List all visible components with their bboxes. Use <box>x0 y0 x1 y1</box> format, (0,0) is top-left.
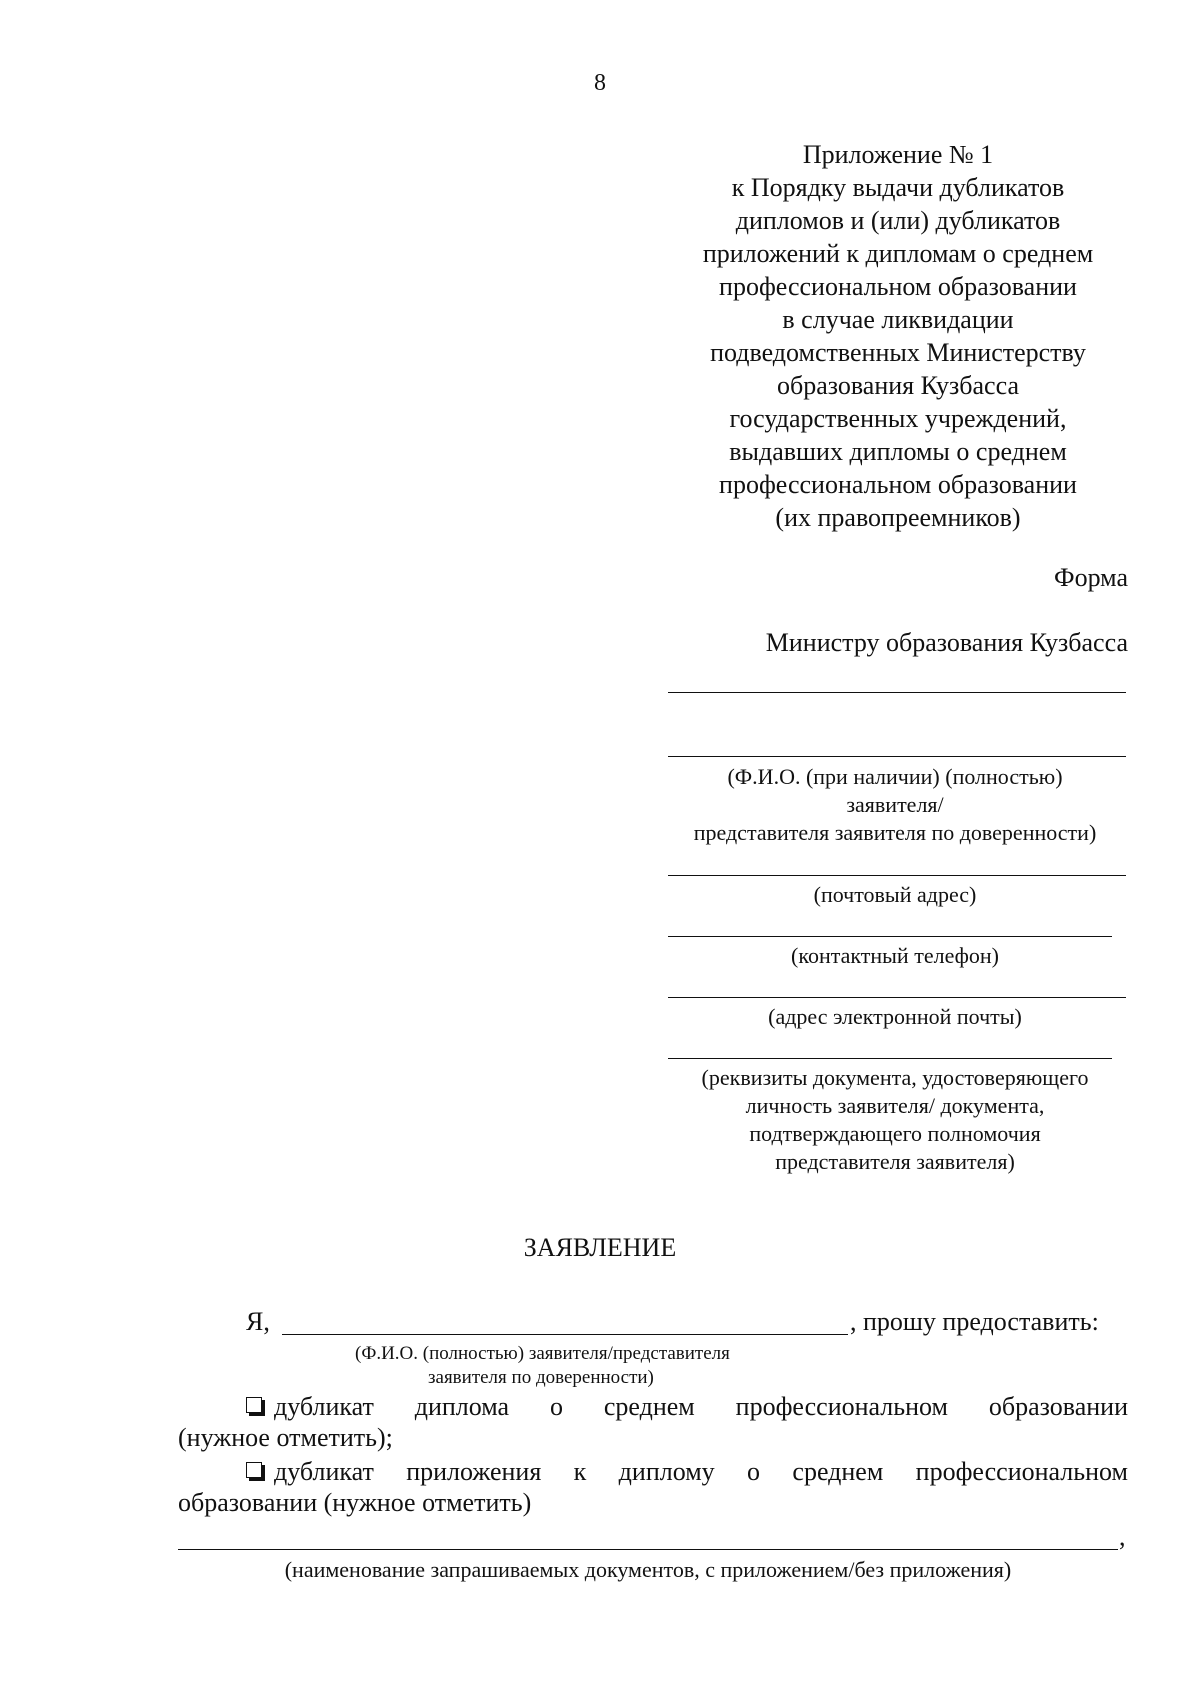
caption-line: личность заявителя/ документа, <box>745 1093 1045 1118</box>
requested-documents-caption: (наименование запрашиваемых документов, с приложением/без приложения) <box>284 1557 1012 1582</box>
appendix-line: выдавших дипломы о среднем <box>729 437 1067 466</box>
id-document-caption <box>660 1064 1130 1176</box>
appendix-line: в случае ликвидации <box>782 305 1014 334</box>
email-caption: (адрес электронной почты) <box>768 1004 1022 1029</box>
fio-caption <box>660 763 1130 847</box>
page-number: 8 <box>594 70 606 96</box>
postal-address-caption: (почтовый адрес) <box>813 882 977 907</box>
form-label: Форма <box>1054 563 1128 592</box>
caption-line: (реквизиты документа, удостоверяющего <box>701 1065 1089 1090</box>
caption-line: заявителя/ <box>846 792 944 817</box>
appendix-line: государственных учреждений, <box>729 404 1067 433</box>
intro-prefix: Я, <box>246 1307 270 1336</box>
caption-line: подтверждающего полномочия <box>749 1121 1041 1146</box>
appendix-line: Приложение № 1 <box>802 140 994 169</box>
addressee-blank-line[interactable] <box>668 692 1126 693</box>
postal-address-blank-line[interactable] <box>668 875 1126 876</box>
appendix-header <box>668 138 1128 534</box>
option-note: образовании (нужное отметить) <box>178 1488 532 1517</box>
caption-line: (Ф.И.О. (при наличии) (полностью) <box>727 764 1063 789</box>
checkbox-supplement[interactable] <box>246 1462 262 1478</box>
appendix-line: приложений к дипломам о среднем <box>702 239 1094 268</box>
option-duplicate-supplement <box>246 1457 1128 1487</box>
checkbox-diploma[interactable] <box>246 1397 262 1413</box>
requested-documents-blank-line[interactable] <box>178 1549 1118 1550</box>
phone-caption: (контактный телефон) <box>791 943 999 968</box>
option-label: дубликат приложения к диплому о среднем профессиональном <box>274 1457 1128 1486</box>
appendix-line: (их правопреемников) <box>775 503 1021 532</box>
appendix-line: образования Кузбасса <box>776 371 1019 400</box>
option-note: (нужное отметить); <box>178 1423 393 1452</box>
caption-line: представителя заявителя по доверенности) <box>693 820 1097 845</box>
appendix-line: профессиональном образовании <box>719 272 1077 301</box>
phone-blank-line[interactable] <box>668 936 1112 937</box>
addressee: Министру образования Кузбасса <box>765 628 1128 657</box>
appendix-line: профессиональном образовании <box>719 470 1077 499</box>
intro-suffix: , прошу предоставить: <box>850 1307 1099 1336</box>
intro-caption-line: (Ф.И.О. (полностью) заявителя/представителя <box>355 1343 730 1364</box>
appendix-line: дипломов и (или) дубликатов <box>735 206 1061 235</box>
appendix-line: к Порядку выдачи дубликатов <box>731 173 1065 202</box>
caption-line: представителя заявителя) <box>775 1149 1015 1174</box>
trailing-comma: , <box>1119 1522 1126 1551</box>
intro-caption-line: заявителя по доверенности) <box>428 1367 654 1388</box>
option-duplicate-diploma <box>246 1392 1128 1422</box>
appendix-line: подведомственных Министерству <box>710 338 1086 367</box>
id-document-blank-line[interactable] <box>668 1058 1112 1059</box>
statement-title: ЗАЯВЛЕНИЕ <box>523 1233 677 1262</box>
option-label: дубликат диплома о среднем профессиональном образовании <box>274 1392 1128 1421</box>
applicant-name-blank-line[interactable] <box>282 1334 848 1335</box>
fio-blank-line[interactable] <box>668 756 1126 757</box>
email-blank-line[interactable] <box>668 997 1126 998</box>
